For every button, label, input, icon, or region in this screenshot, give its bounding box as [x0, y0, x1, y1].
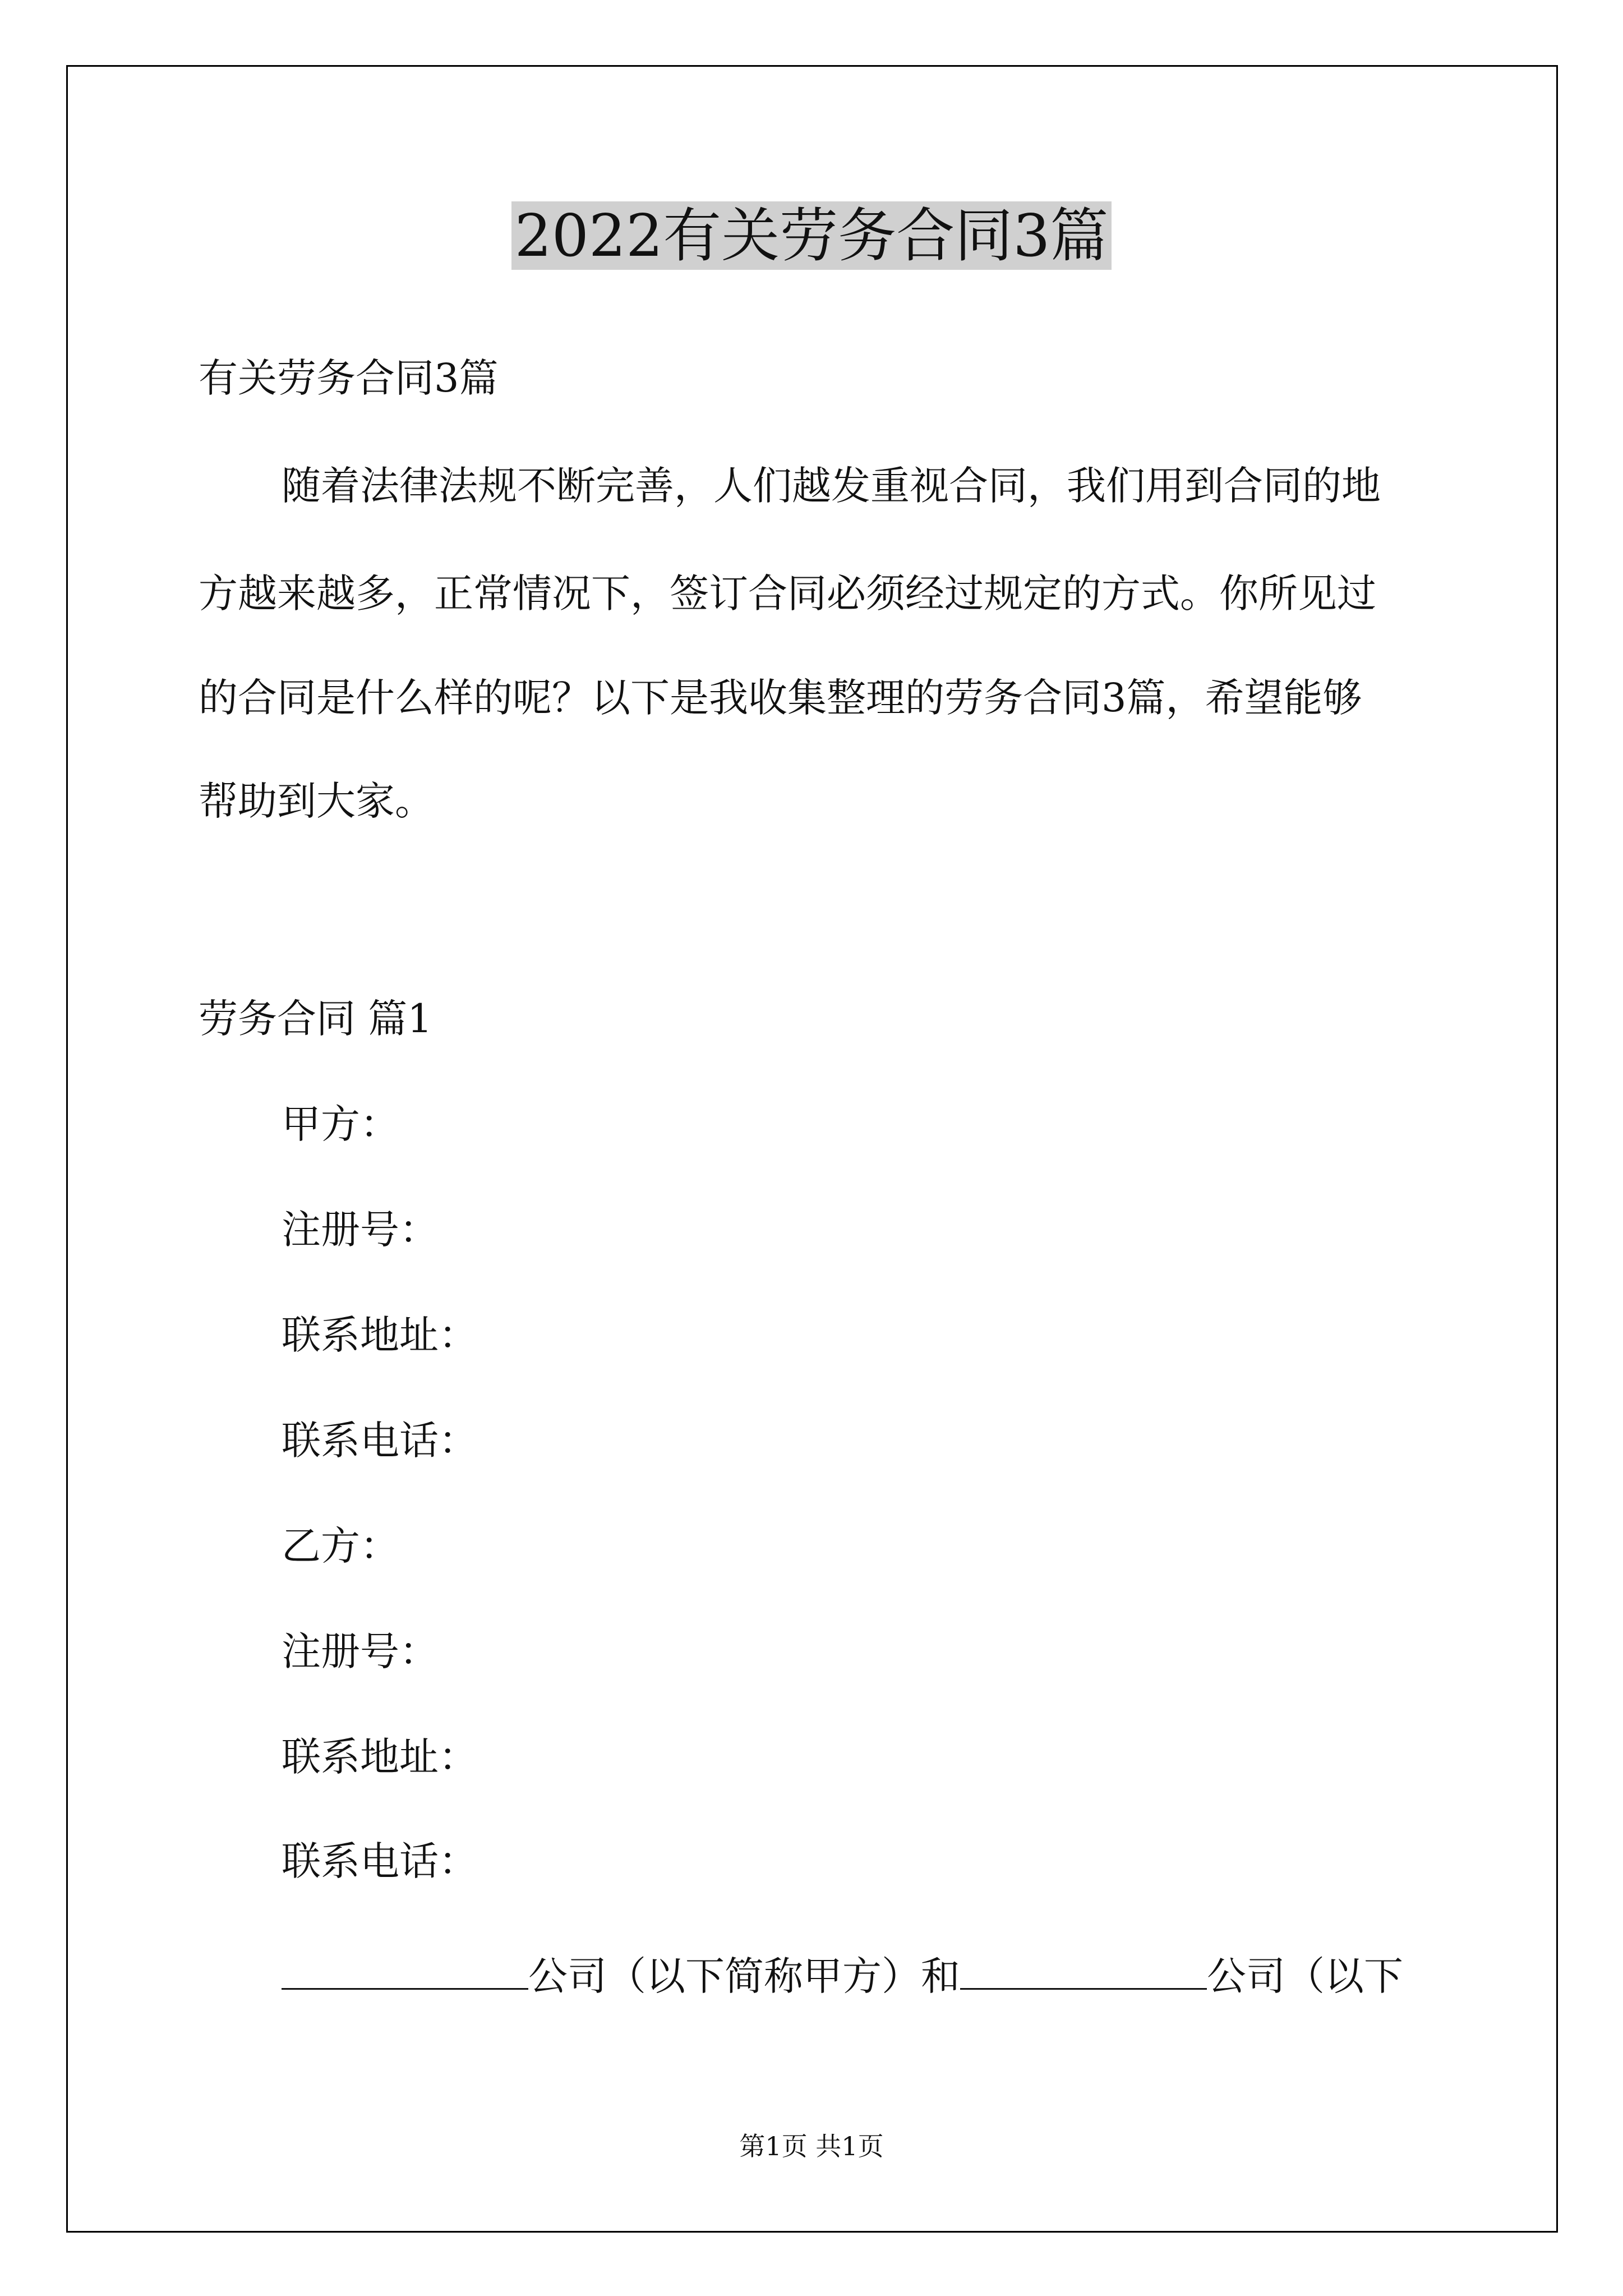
party-a-address: 联系地址：: [282, 1312, 478, 1358]
intro-line-1: 随着法律法规不断完善，人们越发重视合同，我们用到合同的地: [282, 463, 1381, 509]
contract-parties-text-2: 公司（以下: [1207, 1953, 1403, 1999]
contract-parties-line: [282, 1949, 1403, 2003]
company-b-blank: [960, 1949, 1207, 1990]
document-title-text: 2022有关劳务合同3篇: [511, 201, 1112, 270]
party-a-reg-no: 注册号：: [282, 1207, 439, 1253]
party-b-reg-no: 注册号：: [282, 1628, 439, 1674]
party-b-phone: 联系电话：: [282, 1838, 478, 1884]
party-b-address: 联系地址：: [282, 1734, 478, 1780]
party-a-phone: 联系电话：: [282, 1418, 478, 1464]
company-a-blank: [282, 1949, 528, 1990]
party-a-label: 甲方：: [282, 1101, 399, 1147]
intro-line-3: 的合同是什么样的呢？以下是我收集整理的劳务合同3篇，希望能够: [199, 675, 1362, 721]
party-b-label: 乙方：: [282, 1523, 399, 1569]
document-subtitle: 有关劳务合同3篇: [199, 355, 499, 401]
intro-line-2: 方越来越多，正常情况下，签订合同必须经过规定的方式。你所见过: [199, 570, 1376, 616]
section-heading: 劳务合同 篇1: [199, 996, 432, 1042]
intro-line-4: 帮助到大家。: [199, 778, 434, 824]
contract-parties-text-1: 公司（以下简称甲方）和: [528, 1953, 960, 1999]
page-footer: 第1页 共1页: [739, 2131, 884, 2161]
document-title: [0, 196, 1623, 275]
